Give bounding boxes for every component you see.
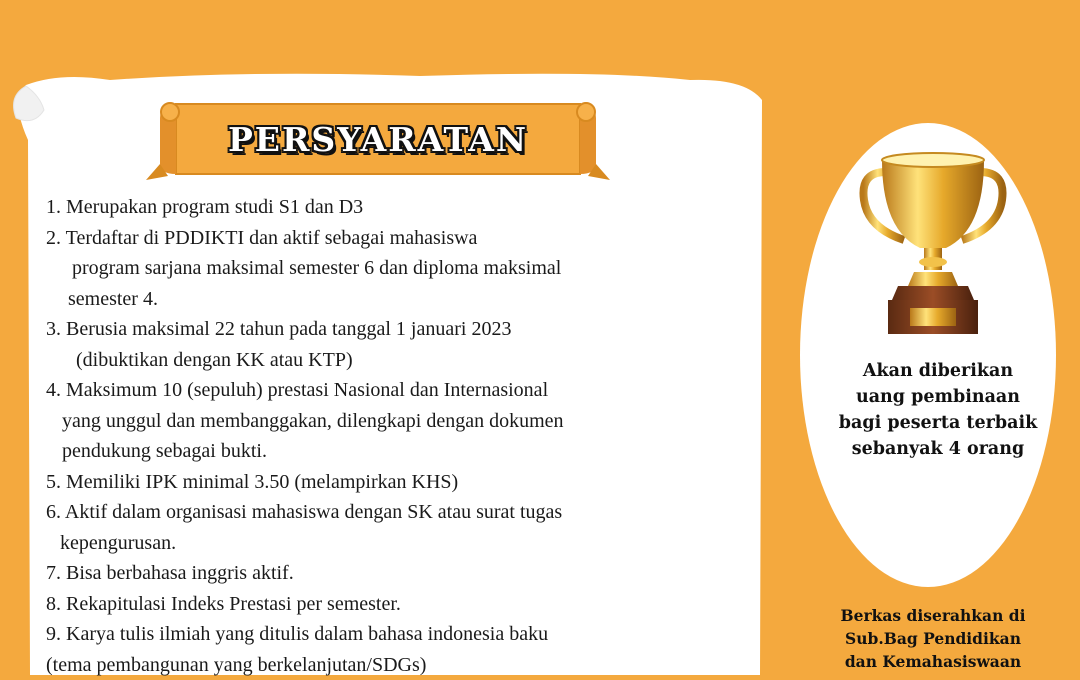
submission-line: Sub.Bag Pendidikan xyxy=(808,627,1058,650)
submission-line: dan Kemahasiswaan xyxy=(808,650,1058,673)
requirement-line: 3. Berusia maksimal 22 tahun pada tanggal 1 januari 2023 xyxy=(46,314,746,345)
list-item xyxy=(46,467,746,498)
requirements-list xyxy=(46,192,746,680)
prize-line: sebanyak 4 orang xyxy=(818,436,1058,462)
prize-line: bagi peserta terbaik xyxy=(818,410,1058,436)
prize-line: Akan diberikan xyxy=(818,358,1058,384)
submission-info xyxy=(808,604,1058,673)
requirement-line: 4. Maksimum 10 (sepuluh) prestasi Nasional dan Internasional xyxy=(46,375,746,406)
requirement-line: 8. Rekapitulasi Indeks Prestasi per semester. xyxy=(46,589,746,620)
list-item xyxy=(46,558,746,589)
prize-line: uang pembinaan xyxy=(818,384,1058,410)
prize-info xyxy=(818,358,1058,462)
requirement-line: 2. Terdaftar di PDDIKTI dan aktif sebagai mahasiswa xyxy=(46,223,746,254)
requirement-line: 5. Memiliki IPK minimal 3.50 (melampirkan KHS) xyxy=(46,467,746,498)
requirement-line: pendukung sebagai bukti. xyxy=(46,436,746,467)
requirement-line: program sarjana maksimal semester 6 dan diploma maksimal xyxy=(46,253,746,284)
trophy-icon xyxy=(858,150,1008,340)
requirement-line: 9. Karya tulis ilmiah yang ditulis dalam bahasa indonesia baku xyxy=(46,619,746,650)
requirement-line: (tema pembangunan yang berkelanjutan/SDGs) xyxy=(46,650,746,680)
requirement-line: 1. Merupakan program studi S1 dan D3 xyxy=(46,192,746,223)
requirement-line: yang unggul dan membanggakan, dilengkapi dengan dokumen xyxy=(46,406,746,437)
list-item xyxy=(46,192,746,223)
requirement-line: 6. Aktif dalam organisasi mahasiswa dengan SK atau surat tugas xyxy=(46,497,746,528)
list-item xyxy=(46,619,746,680)
list-item xyxy=(46,314,746,375)
page-title: PERSYARATAN xyxy=(180,108,576,170)
requirement-line: semester 4. xyxy=(46,284,746,315)
list-item xyxy=(46,223,746,315)
requirement-line: (dibuktikan dengan KK atau KTP) xyxy=(46,345,746,376)
submission-line: Berkas diserahkan di xyxy=(808,604,1058,627)
requirement-line: 7. Bisa berbahasa inggris aktif. xyxy=(46,558,746,589)
list-item xyxy=(46,589,746,620)
list-item xyxy=(46,497,746,558)
requirement-line: kepengurusan. xyxy=(46,528,746,559)
list-item xyxy=(46,375,746,467)
